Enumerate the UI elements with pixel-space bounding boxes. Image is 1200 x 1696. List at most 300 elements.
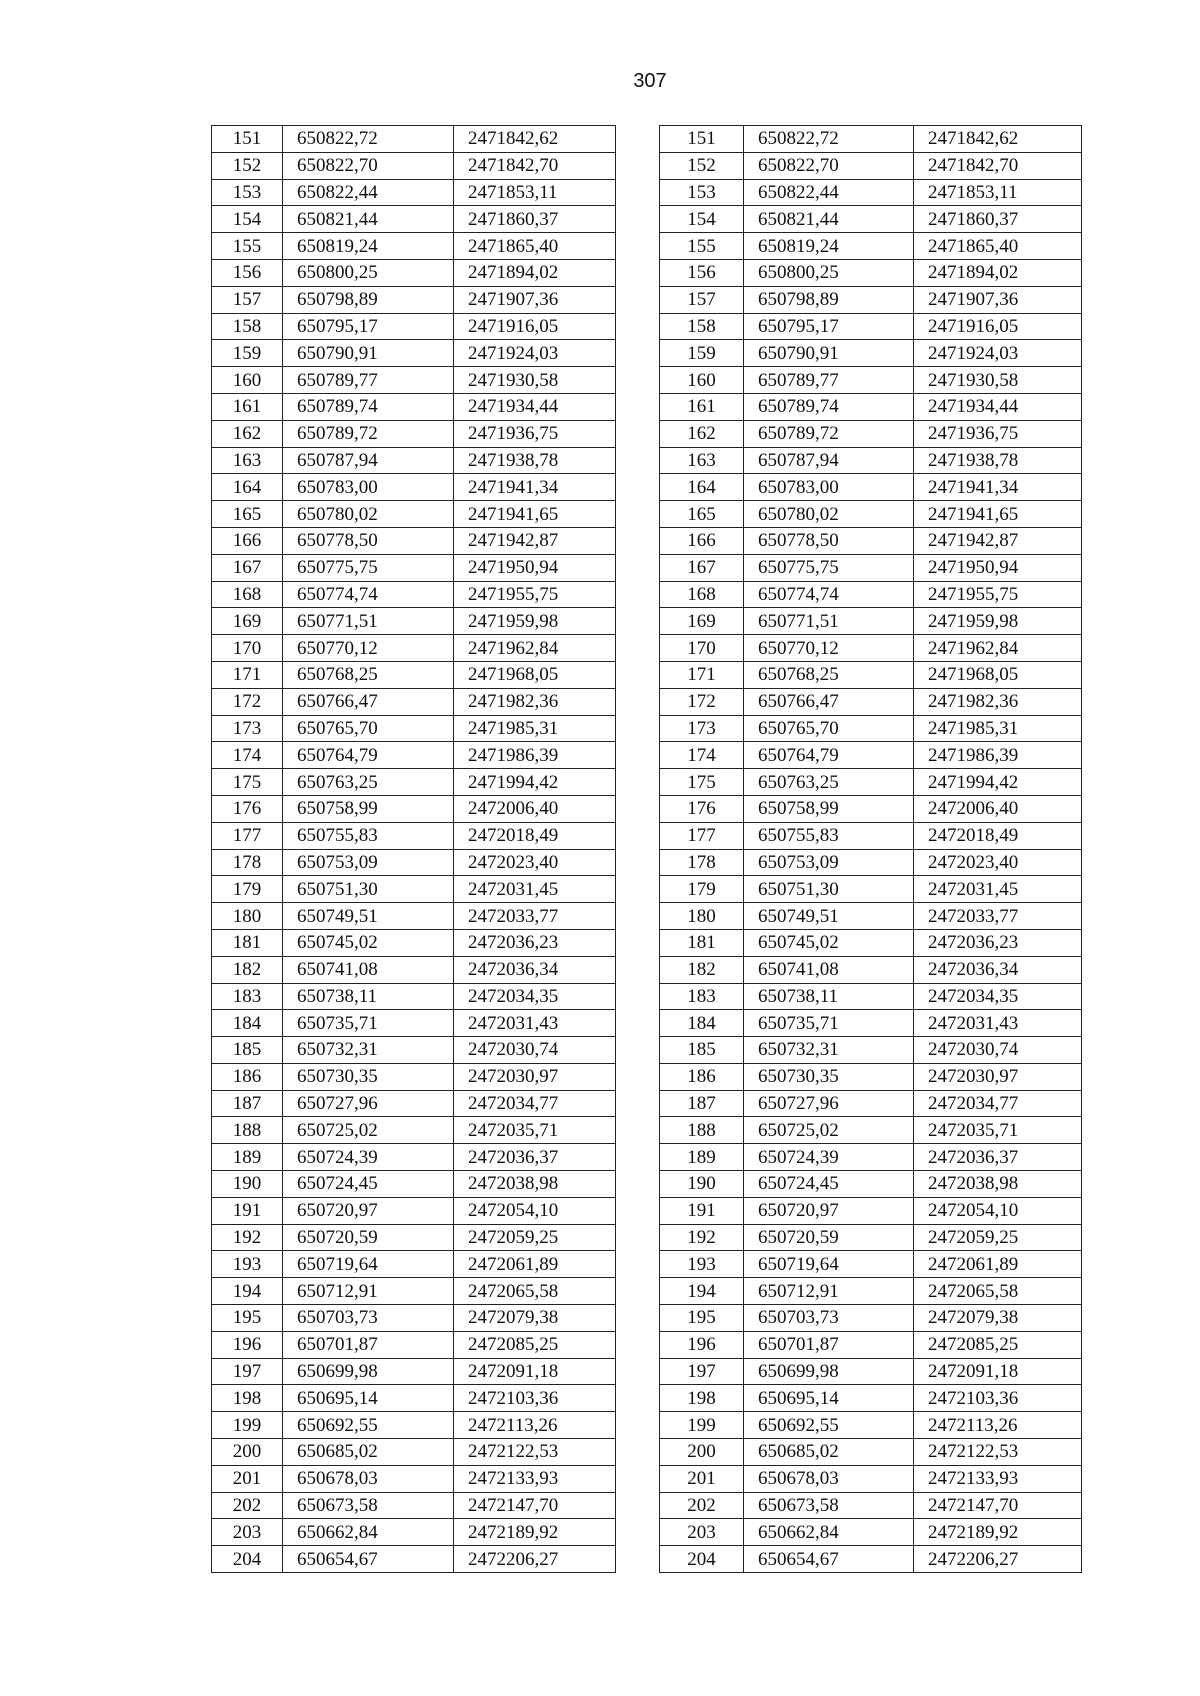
x-coordinate-right: 650789,77 <box>744 367 914 394</box>
y-coordinate-left: 2472018,49 <box>454 822 616 849</box>
x-coordinate-right: 650692,55 <box>744 1412 914 1439</box>
column-gap <box>616 474 660 501</box>
table-row <box>212 1197 1082 1224</box>
y-coordinate-left: 2472122,53 <box>454 1439 616 1466</box>
y-coordinate-right: 2472079,38 <box>914 1305 1082 1332</box>
column-gap <box>616 635 660 662</box>
x-coordinate-right: 650774,74 <box>744 581 914 608</box>
point-number-right: 173 <box>660 715 744 742</box>
point-number-left: 171 <box>212 661 283 688</box>
point-number-left: 165 <box>212 501 283 528</box>
table-row <box>212 501 1082 528</box>
column-gap <box>616 1090 660 1117</box>
point-number-right: 153 <box>660 179 744 206</box>
table-row <box>212 152 1082 179</box>
y-coordinate-right: 2472030,74 <box>914 1037 1082 1064</box>
y-coordinate-left: 2471986,39 <box>454 742 616 769</box>
point-number-right: 170 <box>660 635 744 662</box>
point-number-right: 164 <box>660 474 744 501</box>
point-number-right: 204 <box>660 1546 744 1573</box>
x-coordinate-right: 650758,99 <box>744 795 914 822</box>
point-number-left: 173 <box>212 715 283 742</box>
x-coordinate-left: 650692,55 <box>283 1412 454 1439</box>
y-coordinate-right: 2472034,35 <box>914 983 1082 1010</box>
y-coordinate-left: 2472036,37 <box>454 1144 616 1171</box>
x-coordinate-right: 650780,02 <box>744 501 914 528</box>
y-coordinate-left: 2471916,05 <box>454 313 616 340</box>
point-number-right: 178 <box>660 849 744 876</box>
x-coordinate-right: 650662,84 <box>744 1519 914 1546</box>
table-row <box>212 1546 1082 1573</box>
table-row <box>212 1278 1082 1305</box>
y-coordinate-right: 2471924,03 <box>914 340 1082 367</box>
point-number-right: 187 <box>660 1090 744 1117</box>
point-number-right: 183 <box>660 983 744 1010</box>
x-coordinate-right: 650741,08 <box>744 956 914 983</box>
column-gap <box>616 179 660 206</box>
x-coordinate-left: 650732,31 <box>283 1037 454 1064</box>
x-coordinate-left: 650719,64 <box>283 1251 454 1278</box>
page-number: 307 <box>633 70 667 92</box>
point-number-right: 198 <box>660 1385 744 1412</box>
y-coordinate-left: 2472034,35 <box>454 983 616 1010</box>
column-gap <box>616 715 660 742</box>
y-coordinate-right: 2471934,44 <box>914 393 1082 420</box>
x-coordinate-right: 650763,25 <box>744 769 914 796</box>
table-row <box>212 126 1082 153</box>
point-number-left: 167 <box>212 554 283 581</box>
table-row <box>212 769 1082 796</box>
column-gap <box>616 1251 660 1278</box>
point-number-right: 160 <box>660 367 744 394</box>
y-coordinate-left: 2471985,31 <box>454 715 616 742</box>
table-row <box>212 983 1082 1010</box>
y-coordinate-right: 2471907,36 <box>914 286 1082 313</box>
x-coordinate-left: 650678,03 <box>283 1465 454 1492</box>
table-row <box>212 1090 1082 1117</box>
x-coordinate-left: 650775,75 <box>283 554 454 581</box>
column-gap <box>616 1305 660 1332</box>
table-row <box>212 822 1082 849</box>
y-coordinate-left: 2471942,87 <box>454 527 616 554</box>
column-gap <box>616 1063 660 1090</box>
y-coordinate-left: 2472031,43 <box>454 1010 616 1037</box>
point-number-right: 154 <box>660 206 744 233</box>
x-coordinate-right: 650798,89 <box>744 286 914 313</box>
y-coordinate-right: 2472113,26 <box>914 1412 1082 1439</box>
column-gap <box>616 1010 660 1037</box>
table-row <box>212 635 1082 662</box>
column-gap <box>616 608 660 635</box>
x-coordinate-left: 650774,74 <box>283 581 454 608</box>
column-gap <box>616 286 660 313</box>
coordinates-table-body <box>212 126 1082 1573</box>
table-row <box>212 393 1082 420</box>
point-number-right: 185 <box>660 1037 744 1064</box>
y-coordinate-left: 2471959,98 <box>454 608 616 635</box>
table-row <box>212 1171 1082 1198</box>
y-coordinate-left: 2471924,03 <box>454 340 616 367</box>
x-coordinate-left: 650822,72 <box>283 126 454 153</box>
table-row <box>212 1385 1082 1412</box>
x-coordinate-right: 650789,74 <box>744 393 914 420</box>
x-coordinate-left: 650685,02 <box>283 1439 454 1466</box>
table-row <box>212 1224 1082 1251</box>
x-coordinate-right: 650701,87 <box>744 1331 914 1358</box>
y-coordinate-left: 2471894,02 <box>454 259 616 286</box>
table-row <box>212 474 1082 501</box>
point-number-right: 166 <box>660 527 744 554</box>
table-row <box>212 313 1082 340</box>
y-coordinate-right: 2471941,65 <box>914 501 1082 528</box>
x-coordinate-right: 650783,00 <box>744 474 914 501</box>
y-coordinate-right: 2472133,93 <box>914 1465 1082 1492</box>
y-coordinate-right: 2472085,25 <box>914 1331 1082 1358</box>
x-coordinate-right: 650732,31 <box>744 1037 914 1064</box>
y-coordinate-left: 2472035,71 <box>454 1117 616 1144</box>
column-gap <box>616 420 660 447</box>
x-coordinate-right: 650800,25 <box>744 259 914 286</box>
point-number-left: 174 <box>212 742 283 769</box>
x-coordinate-right: 650699,98 <box>744 1358 914 1385</box>
point-number-right: 191 <box>660 1197 744 1224</box>
y-coordinate-left: 2471955,75 <box>454 581 616 608</box>
x-coordinate-left: 650789,72 <box>283 420 454 447</box>
point-number-right: 162 <box>660 420 744 447</box>
y-coordinate-right: 2472054,10 <box>914 1197 1082 1224</box>
table-row <box>212 688 1082 715</box>
x-coordinate-right: 650771,51 <box>744 608 914 635</box>
point-number-right: 179 <box>660 876 744 903</box>
table-row <box>212 1251 1082 1278</box>
y-coordinate-left: 2472091,18 <box>454 1358 616 1385</box>
point-number-right: 195 <box>660 1305 744 1332</box>
point-number-right: 151 <box>660 126 744 153</box>
x-coordinate-right: 650720,59 <box>744 1224 914 1251</box>
y-coordinate-left: 2472113,26 <box>454 1412 616 1439</box>
point-number-left: 195 <box>212 1305 283 1332</box>
column-gap <box>616 501 660 528</box>
y-coordinate-left: 2472031,45 <box>454 876 616 903</box>
point-number-right: 156 <box>660 259 744 286</box>
x-coordinate-left: 650712,91 <box>283 1278 454 1305</box>
point-number-left: 202 <box>212 1492 283 1519</box>
point-number-right: 182 <box>660 956 744 983</box>
point-number-left: 153 <box>212 179 283 206</box>
point-number-left: 172 <box>212 688 283 715</box>
y-coordinate-right: 2471860,37 <box>914 206 1082 233</box>
column-gap <box>616 313 660 340</box>
table-row <box>212 1063 1082 1090</box>
x-coordinate-right: 650654,67 <box>744 1546 914 1573</box>
x-coordinate-right: 650755,83 <box>744 822 914 849</box>
point-number-right: 181 <box>660 929 744 956</box>
point-number-right: 169 <box>660 608 744 635</box>
y-coordinate-left: 2471907,36 <box>454 286 616 313</box>
x-coordinate-right: 650703,73 <box>744 1305 914 1332</box>
column-gap <box>616 822 660 849</box>
table-row <box>212 795 1082 822</box>
table-row <box>212 447 1082 474</box>
table-row <box>212 1144 1082 1171</box>
table-row <box>212 956 1082 983</box>
x-coordinate-right: 650751,30 <box>744 876 914 903</box>
point-number-left: 166 <box>212 527 283 554</box>
point-number-right: 190 <box>660 1171 744 1198</box>
column-gap <box>616 849 660 876</box>
y-coordinate-left: 2471865,40 <box>454 233 616 260</box>
y-coordinate-left: 2472189,92 <box>454 1519 616 1546</box>
point-number-right: 194 <box>660 1278 744 1305</box>
point-number-right: 188 <box>660 1117 744 1144</box>
point-number-right: 199 <box>660 1412 744 1439</box>
x-coordinate-right: 650725,02 <box>744 1117 914 1144</box>
y-coordinate-right: 2471916,05 <box>914 313 1082 340</box>
x-coordinate-left: 650662,84 <box>283 1519 454 1546</box>
table-row <box>212 1117 1082 1144</box>
y-coordinate-left: 2471842,70 <box>454 152 616 179</box>
column-gap <box>616 795 660 822</box>
column-gap <box>616 393 660 420</box>
column-gap <box>616 1331 660 1358</box>
point-number-left: 157 <box>212 286 283 313</box>
column-gap <box>616 929 660 956</box>
point-number-right: 152 <box>660 152 744 179</box>
point-number-left: 156 <box>212 259 283 286</box>
x-coordinate-right: 650789,72 <box>744 420 914 447</box>
y-coordinate-right: 2472122,53 <box>914 1439 1082 1466</box>
x-coordinate-left: 650745,02 <box>283 929 454 956</box>
x-coordinate-left: 650771,51 <box>283 608 454 635</box>
y-coordinate-right: 2471842,62 <box>914 126 1082 153</box>
column-gap <box>616 1519 660 1546</box>
x-coordinate-right: 650738,11 <box>744 983 914 1010</box>
table-row <box>212 420 1082 447</box>
column-gap <box>616 742 660 769</box>
column-gap <box>616 956 660 983</box>
x-coordinate-left: 650789,77 <box>283 367 454 394</box>
x-coordinate-left: 650720,59 <box>283 1224 454 1251</box>
column-gap <box>616 983 660 1010</box>
column-gap <box>616 259 660 286</box>
point-number-right: 168 <box>660 581 744 608</box>
point-number-right: 159 <box>660 340 744 367</box>
table-row <box>212 1331 1082 1358</box>
y-coordinate-left: 2471941,34 <box>454 474 616 501</box>
table-row <box>212 903 1082 930</box>
x-coordinate-right: 650753,09 <box>744 849 914 876</box>
point-number-right: 203 <box>660 1519 744 1546</box>
y-coordinate-left: 2472006,40 <box>454 795 616 822</box>
x-coordinate-left: 650795,17 <box>283 313 454 340</box>
point-number-right: 192 <box>660 1224 744 1251</box>
x-coordinate-right: 650765,70 <box>744 715 914 742</box>
point-number-right: 165 <box>660 501 744 528</box>
point-number-left: 181 <box>212 929 283 956</box>
point-number-left: 159 <box>212 340 283 367</box>
point-number-right: 155 <box>660 233 744 260</box>
x-coordinate-right: 650764,79 <box>744 742 914 769</box>
table-row <box>212 742 1082 769</box>
point-number-left: 198 <box>212 1385 283 1412</box>
y-coordinate-right: 2472036,37 <box>914 1144 1082 1171</box>
y-coordinate-right: 2472147,70 <box>914 1492 1082 1519</box>
y-coordinate-right: 2472035,71 <box>914 1117 1082 1144</box>
column-gap <box>616 688 660 715</box>
table-row <box>212 286 1082 313</box>
x-coordinate-left: 650780,02 <box>283 501 454 528</box>
y-coordinate-left: 2471950,94 <box>454 554 616 581</box>
x-coordinate-left: 650768,25 <box>283 661 454 688</box>
table-row <box>212 849 1082 876</box>
y-coordinate-right: 2471936,75 <box>914 420 1082 447</box>
point-number-left: 200 <box>212 1439 283 1466</box>
column-gap <box>616 581 660 608</box>
column-gap <box>616 1439 660 1466</box>
point-number-left: 186 <box>212 1063 283 1090</box>
x-coordinate-left: 650720,97 <box>283 1197 454 1224</box>
x-coordinate-left: 650787,94 <box>283 447 454 474</box>
y-coordinate-left: 2471941,65 <box>454 501 616 528</box>
y-coordinate-left: 2472206,27 <box>454 1546 616 1573</box>
column-gap <box>616 1224 660 1251</box>
point-number-left: 197 <box>212 1358 283 1385</box>
column-gap <box>616 1171 660 1198</box>
column-gap <box>616 903 660 930</box>
x-coordinate-right: 650727,96 <box>744 1090 914 1117</box>
y-coordinate-right: 2472023,40 <box>914 849 1082 876</box>
y-coordinate-right: 2472065,58 <box>914 1278 1082 1305</box>
y-coordinate-left: 2472033,77 <box>454 903 616 930</box>
table-row <box>212 259 1082 286</box>
y-coordinate-left: 2471982,36 <box>454 688 616 715</box>
x-coordinate-left: 650703,73 <box>283 1305 454 1332</box>
y-coordinate-right: 2471853,11 <box>914 179 1082 206</box>
y-coordinate-left: 2472147,70 <box>454 1492 616 1519</box>
point-number-right: 186 <box>660 1063 744 1090</box>
point-number-left: 155 <box>212 233 283 260</box>
table-row <box>212 1439 1082 1466</box>
table-row <box>212 1519 1082 1546</box>
point-number-left: 190 <box>212 1171 283 1198</box>
table-row <box>212 715 1082 742</box>
x-coordinate-right: 650775,75 <box>744 554 914 581</box>
point-number-left: 152 <box>212 152 283 179</box>
point-number-left: 164 <box>212 474 283 501</box>
y-coordinate-right: 2471985,31 <box>914 715 1082 742</box>
x-coordinate-left: 650783,00 <box>283 474 454 501</box>
table-row <box>212 1492 1082 1519</box>
point-number-left: 178 <box>212 849 283 876</box>
y-coordinate-left: 2471842,62 <box>454 126 616 153</box>
table-row <box>212 929 1082 956</box>
y-coordinate-right: 2471941,34 <box>914 474 1082 501</box>
column-gap <box>616 661 660 688</box>
y-coordinate-right: 2471955,75 <box>914 581 1082 608</box>
y-coordinate-right: 2471865,40 <box>914 233 1082 260</box>
y-coordinate-left: 2472059,25 <box>454 1224 616 1251</box>
point-number-left: 182 <box>212 956 283 983</box>
point-number-left: 185 <box>212 1037 283 1064</box>
point-number-right: 193 <box>660 1251 744 1278</box>
x-coordinate-left: 650738,11 <box>283 983 454 1010</box>
point-number-left: 201 <box>212 1465 283 1492</box>
column-gap <box>616 206 660 233</box>
coordinates-table <box>211 125 1082 1573</box>
x-coordinate-right: 650822,44 <box>744 179 914 206</box>
column-gap <box>616 876 660 903</box>
x-coordinate-right: 650724,45 <box>744 1171 914 1198</box>
x-coordinate-left: 650822,44 <box>283 179 454 206</box>
y-coordinate-right: 2472033,77 <box>914 903 1082 930</box>
y-coordinate-right: 2472030,97 <box>914 1063 1082 1090</box>
y-coordinate-left: 2472065,58 <box>454 1278 616 1305</box>
y-coordinate-left: 2472034,77 <box>454 1090 616 1117</box>
x-coordinate-left: 650800,25 <box>283 259 454 286</box>
point-number-left: 180 <box>212 903 283 930</box>
table-row <box>212 367 1082 394</box>
y-coordinate-right: 2471968,05 <box>914 661 1082 688</box>
x-coordinate-left: 650673,58 <box>283 1492 454 1519</box>
column-gap <box>616 1117 660 1144</box>
column-gap <box>616 340 660 367</box>
point-number-right: 196 <box>660 1331 744 1358</box>
y-coordinate-left: 2472061,89 <box>454 1251 616 1278</box>
point-number-right: 158 <box>660 313 744 340</box>
x-coordinate-right: 650787,94 <box>744 447 914 474</box>
point-number-right: 167 <box>660 554 744 581</box>
x-coordinate-right: 650822,70 <box>744 152 914 179</box>
point-number-right: 163 <box>660 447 744 474</box>
point-number-left: 169 <box>212 608 283 635</box>
point-number-left: 187 <box>212 1090 283 1117</box>
x-coordinate-right: 650778,50 <box>744 527 914 554</box>
x-coordinate-right: 650724,39 <box>744 1144 914 1171</box>
x-coordinate-right: 650768,25 <box>744 661 914 688</box>
point-number-right: 175 <box>660 769 744 796</box>
x-coordinate-left: 650790,91 <box>283 340 454 367</box>
y-coordinate-left: 2472103,36 <box>454 1385 616 1412</box>
x-coordinate-left: 650727,96 <box>283 1090 454 1117</box>
x-coordinate-left: 650730,35 <box>283 1063 454 1090</box>
point-number-right: 201 <box>660 1465 744 1492</box>
x-coordinate-left: 650755,83 <box>283 822 454 849</box>
point-number-right: 177 <box>660 822 744 849</box>
x-coordinate-left: 650724,45 <box>283 1171 454 1198</box>
table-row <box>212 1412 1082 1439</box>
point-number-left: 196 <box>212 1331 283 1358</box>
y-coordinate-left: 2472038,98 <box>454 1171 616 1198</box>
y-coordinate-right: 2471982,36 <box>914 688 1082 715</box>
column-gap <box>616 1465 660 1492</box>
y-coordinate-right: 2471942,87 <box>914 527 1082 554</box>
point-number-right: 172 <box>660 688 744 715</box>
point-number-left: 189 <box>212 1144 283 1171</box>
x-coordinate-left: 650764,79 <box>283 742 454 769</box>
point-number-right: 176 <box>660 795 744 822</box>
x-coordinate-left: 650654,67 <box>283 1546 454 1573</box>
point-number-left: 162 <box>212 420 283 447</box>
point-number-left: 170 <box>212 635 283 662</box>
column-gap <box>616 233 660 260</box>
y-coordinate-left: 2471994,42 <box>454 769 616 796</box>
x-coordinate-left: 650789,74 <box>283 393 454 420</box>
column-gap <box>616 126 660 153</box>
y-coordinate-right: 2471986,39 <box>914 742 1082 769</box>
point-number-left: 161 <box>212 393 283 420</box>
table-row <box>212 1305 1082 1332</box>
point-number-right: 200 <box>660 1439 744 1466</box>
